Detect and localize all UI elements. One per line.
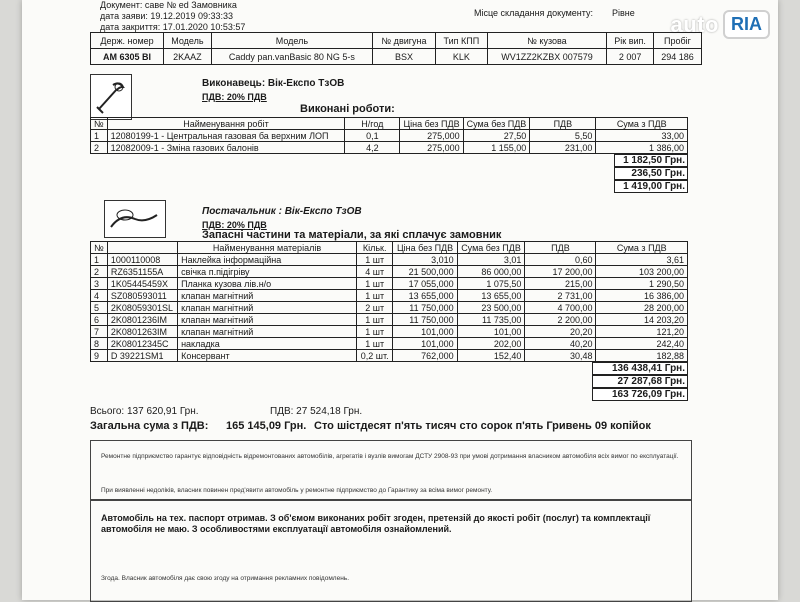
place-value: Рівне: [612, 8, 635, 18]
table-cell: 1 шт: [356, 338, 393, 350]
works-total-2: 236,50 Грн.: [614, 167, 688, 180]
table-cell: 121,20: [596, 326, 688, 338]
table-cell: 3: [91, 278, 108, 290]
table-cell: 2 731,00: [525, 290, 596, 302]
vehicle-value: WV1ZZ2KZBX 007579: [487, 49, 606, 65]
table-cell: 101,00: [457, 326, 525, 338]
table-cell: 40,20: [525, 338, 596, 350]
table-cell: 11 735,00: [457, 314, 525, 326]
table-cell: 1 155,00: [463, 142, 530, 154]
table-cell: 0,2 шт.: [356, 350, 393, 362]
table-cell: 86 000,00: [457, 266, 525, 278]
table-cell: 16 386,00: [596, 290, 688, 302]
table-cell: 2: [91, 142, 108, 154]
vehicle-column-header: Пробіг: [654, 33, 702, 49]
table-cell: 3,61: [596, 254, 688, 266]
table-cell: Консервант: [178, 350, 357, 362]
vehicle-column-header: Держ. номер: [91, 33, 164, 49]
table-cell: 231,00: [530, 142, 596, 154]
table-cell: 4 700,00: [525, 302, 596, 314]
table-cell: 4 шт: [356, 266, 393, 278]
document-page: [22, 0, 778, 600]
vehicle-column-header: Тип КПП: [436, 33, 488, 49]
table-cell: 28 200,00: [596, 302, 688, 314]
table-cell: 12082009-1 - Зміна газових балонів: [107, 142, 345, 154]
works-column-header: ПДВ: [530, 118, 596, 130]
vehicle-column-header: Рік вип.: [607, 33, 654, 49]
table-cell: 2 шт: [356, 302, 393, 314]
parts-icon: [104, 200, 166, 238]
vehicle-column-header: Модель: [211, 33, 372, 49]
parts-total-1: 136 438,41 Грн.: [592, 362, 688, 375]
table-cell: 1: [91, 254, 108, 266]
table-cell: RZ6351155A: [107, 266, 177, 278]
vehicle-column-header: № двигуна: [373, 33, 436, 49]
closed-date: дата закриття: 17.01.2020 10:53:57: [100, 22, 246, 32]
table-row: [91, 278, 688, 290]
table-cell: 8: [91, 338, 108, 350]
warranty-box: [90, 440, 692, 500]
table-cell: 5: [91, 302, 108, 314]
parts-total-2: 27 287,68 Грн.: [592, 375, 688, 388]
vat-total: ПДВ: 27 524,18 Грн.: [270, 406, 363, 417]
works-column-header: Сума з ПДВ: [596, 118, 688, 130]
table-cell: 20,20: [525, 326, 596, 338]
vehicle-value: Caddy pan.vanBasic 80 NG 5-s: [211, 49, 372, 65]
total-no-vat: Всього: 137 620,91 Грн.: [90, 406, 199, 417]
table-cell: 30,48: [525, 350, 596, 362]
table-cell: 9: [91, 350, 108, 362]
table-cell: Планка кузова лів.н/о: [178, 278, 357, 290]
table-cell: 1 шт: [356, 314, 393, 326]
table-row: [91, 302, 688, 314]
table-cell: SZ080593011: [107, 290, 177, 302]
table-cell: 103 200,00: [596, 266, 688, 278]
works-column-header: Н/год: [345, 118, 400, 130]
table-cell: 14 203,20: [596, 314, 688, 326]
vehicle-column-header: Модель: [164, 33, 212, 49]
parts-supplier: Постачальник : Вік-Експо ТзОВ: [202, 206, 362, 217]
table-cell: 1K05445459X: [107, 278, 177, 290]
table-row: [91, 254, 688, 266]
table-cell: 27,50: [463, 130, 530, 142]
table-cell: 2 200,00: [525, 314, 596, 326]
table-cell: 1000110008: [107, 254, 177, 266]
table-cell: 762,000: [393, 350, 457, 362]
table-cell: 1 шт: [356, 254, 393, 266]
table-cell: 17 055,000: [393, 278, 457, 290]
table-cell: 215,00: [525, 278, 596, 290]
table-cell: Наклейка інформаційна: [178, 254, 357, 266]
table-cell: D 39221SM1: [107, 350, 177, 362]
logo-auto-text: auto: [670, 11, 719, 37]
parts-header-row: [91, 242, 688, 254]
table-cell: 1 075,50: [457, 278, 525, 290]
table-cell: 275,000: [400, 130, 463, 142]
table-row: [91, 142, 688, 154]
works-total-1: 1 182,50 Грн.: [614, 154, 688, 167]
wrench-icon: [90, 74, 132, 120]
table-cell: 242,40: [596, 338, 688, 350]
table-cell: 4: [91, 290, 108, 302]
place-label: Місце складання документу:: [474, 8, 594, 18]
table-cell: 13 655,00: [457, 290, 525, 302]
table-cell: клапан магнітний: [178, 326, 357, 338]
table-cell: 13 655,000: [393, 290, 457, 302]
works-table: [90, 117, 688, 154]
table-cell: 182,88: [596, 350, 688, 362]
table-cell: 21 500,000: [393, 266, 457, 278]
logo-ria-badge: RIA: [723, 10, 770, 39]
parts-column-header: [107, 242, 177, 254]
parts-table: [90, 241, 688, 362]
table-cell: 11 750,000: [393, 314, 457, 326]
table-cell: 101,000: [393, 326, 457, 338]
table-cell: 1: [91, 130, 108, 142]
table-cell: 275,000: [400, 142, 463, 154]
table-cell: 23 500,00: [457, 302, 525, 314]
parts-column-header: №: [91, 242, 108, 254]
grand-total-label: Загальна сума з ПДВ:: [90, 420, 209, 432]
vehicle-value: KLK: [436, 49, 488, 65]
table-cell: 17 200,00: [525, 266, 596, 278]
parts-vat: ПДВ: 20% ПДВ: [202, 220, 267, 230]
table-row: [91, 338, 688, 350]
table-cell: 152,40: [457, 350, 525, 362]
table-cell: 6: [91, 314, 108, 326]
vehicle-value: 2KAAZ: [164, 49, 212, 65]
table-cell: 202,00: [457, 338, 525, 350]
table-cell: 1 шт: [356, 326, 393, 338]
grand-total-value: 165 145,09 Грн.: [226, 420, 307, 432]
parts-column-header: Кільк.: [356, 242, 393, 254]
table-cell: 11 750,000: [393, 302, 457, 314]
works-vat: ПДВ: 20% ПДВ: [202, 92, 267, 102]
parts-column-header: Найменування матеріалів: [178, 242, 357, 254]
table-cell: 0,1: [345, 130, 400, 142]
vehicle-value: 294 186: [654, 49, 702, 65]
table-row: [91, 350, 688, 362]
table-cell: клапан магнітний: [178, 314, 357, 326]
vehicle-table: [90, 32, 702, 65]
table-cell: клапан магнітний: [178, 302, 357, 314]
table-cell: свічка п.підігріву: [178, 266, 357, 278]
table-cell: 0,60: [525, 254, 596, 266]
acceptance-text: Автомобіль на тех. паспорт отримав. З об'ємом виконаних робіт згоден, претензій до якості робіт (послуг) та комплектації автомобіля не маю. З особливостями експлуатації автомобіля ознайомлений.: [101, 513, 651, 534]
vehicle-value: AM 6305 BI: [91, 49, 164, 65]
table-cell: 2K0801263IM: [107, 326, 177, 338]
doc-number: Документ: саве № ed Замовника: [100, 0, 237, 10]
works-title: Виконані роботи:: [300, 103, 395, 115]
parts-column-header: Сума без ПДВ: [457, 242, 525, 254]
parts-column-header: Сума з ПДВ: [596, 242, 688, 254]
works-executor: Виконавець: Вік-Експо ТзОВ: [202, 78, 345, 89]
table-cell: 2K0801236IM: [107, 314, 177, 326]
table-row: [91, 326, 688, 338]
works-column-header: Найменування робіт: [107, 118, 345, 130]
table-row: [91, 290, 688, 302]
vehicle-value: BSX: [373, 49, 436, 65]
works-column-header: Ціна без ПДВ: [400, 118, 463, 130]
table-cell: 5,50: [530, 130, 596, 142]
vehicle-value: 2 007: [607, 49, 654, 65]
vehicle-header-row: [91, 33, 702, 49]
table-cell: 7: [91, 326, 108, 338]
table-cell: 3,01: [457, 254, 525, 266]
table-cell: 1 386,00: [596, 142, 688, 154]
table-cell: 2K08059301SL: [107, 302, 177, 314]
table-cell: 1 290,50: [596, 278, 688, 290]
works-column-header: №: [91, 118, 108, 130]
table-cell: 3,010: [393, 254, 457, 266]
table-cell: 2: [91, 266, 108, 278]
grand-total-words: Сто шістдесят п'ять тисяч сто сорок п'ять Гривень 09 копійок: [314, 420, 651, 432]
parts-column-header: Ціна без ПДВ: [393, 242, 457, 254]
table-cell: 4,2: [345, 142, 400, 154]
created-date: дата заяви: 19.12.2019 09:33:33: [100, 11, 233, 21]
consent-text: Згода. Власник автомобіля дає свою згоду на отримання рекламних повідомлень.: [101, 575, 349, 582]
parts-title: Запасні частини та матеріали, за які сплачує замовник: [202, 229, 502, 241]
works-header-row: [91, 118, 688, 130]
vehicle-column-header: № кузова: [487, 33, 606, 49]
table-cell: накладка: [178, 338, 357, 350]
vehicle-value-row: [91, 49, 702, 65]
defects-text: При виявленні недоліків, власник повинен пред'явити автомобіль у ремонтне підприємство до Гарантику за всіма вимог ремонту.: [101, 487, 493, 494]
table-cell: 2K08012345C: [107, 338, 177, 350]
table-row: [91, 266, 688, 278]
works-column-header: Сума без ПДВ: [463, 118, 530, 130]
parts-column-header: ПДВ: [525, 242, 596, 254]
table-cell: клапан магнітний: [178, 290, 357, 302]
table-cell: 1 шт: [356, 290, 393, 302]
acceptance-box: [90, 500, 692, 602]
parts-total-3: 163 726,09 Грн.: [592, 388, 688, 401]
table-cell: 33,00: [596, 130, 688, 142]
table-row: [91, 130, 688, 142]
works-total-3: 1 419,00 Грн.: [614, 180, 688, 193]
warranty-text: Ремонтне підприємство гарантує відповідність відремонтованих автомобілів, агрегатів і вузлів вимогам ДСТУ 2908-93 при умові дотримання власником автомобіля всіх вимог по експлуатації.: [101, 453, 679, 460]
table-cell: 101,000: [393, 338, 457, 350]
table-cell: 12080199-1 - Центральная газовая ба верхним ЛОП: [107, 130, 345, 142]
table-cell: 1 шт: [356, 278, 393, 290]
table-row: [91, 314, 688, 326]
